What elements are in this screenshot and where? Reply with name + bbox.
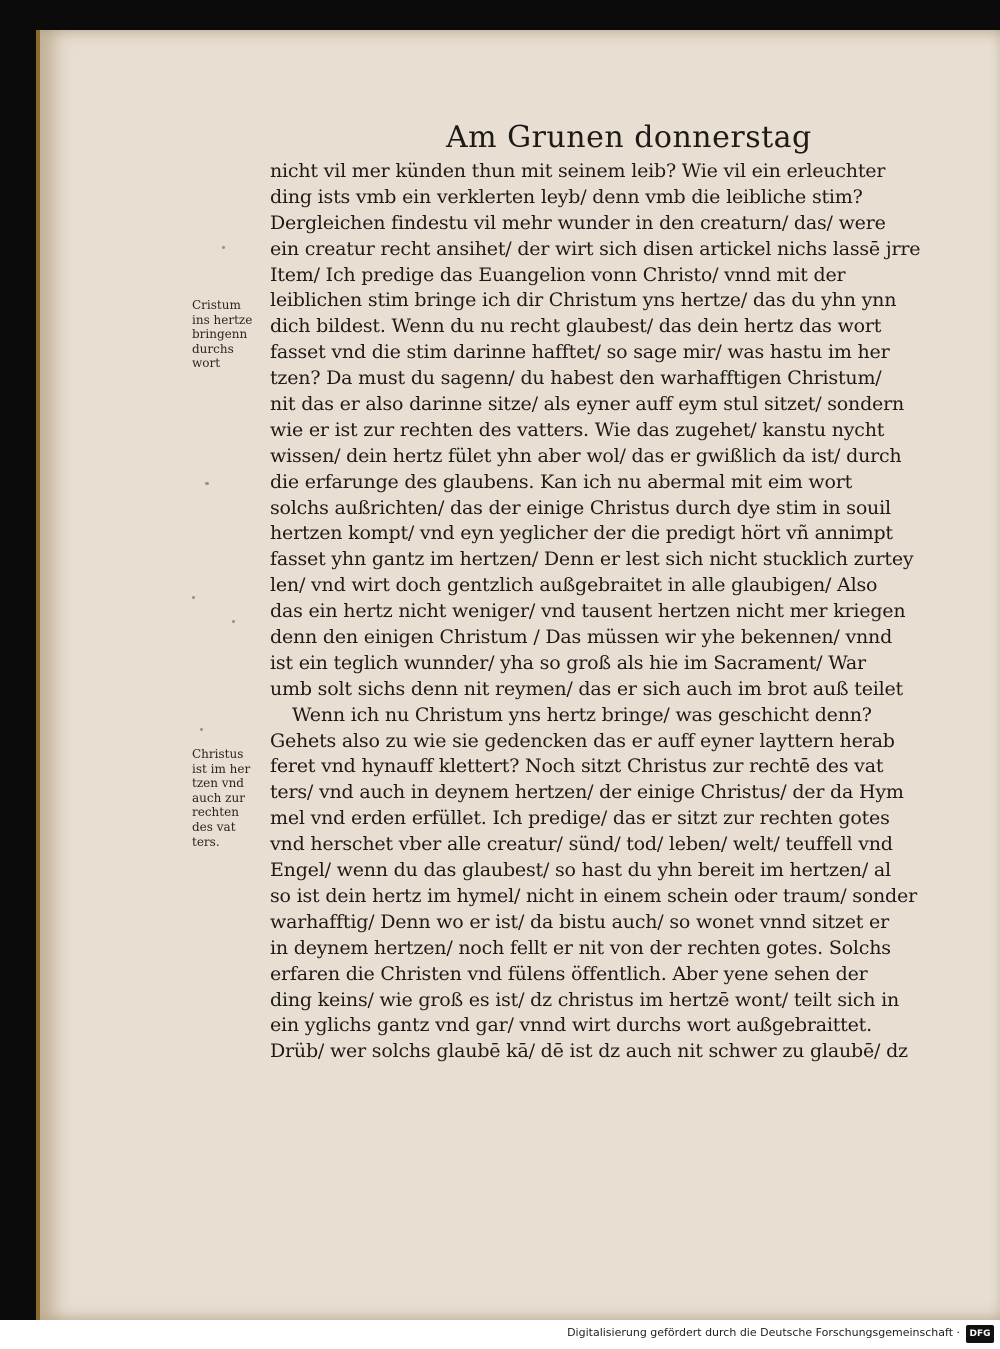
text-line: die erfarunge des glaubens. Kan ich nu abermal mit eim wort	[270, 470, 853, 493]
text-line: len/ vnd wirt doch gentzlich außgebraitet in alle glaubigen/ Also	[270, 574, 878, 597]
body-text	[270, 159, 938, 1065]
text-line: ding keins/ wie groß es ist/ dz christus im hertzē wont/ teilt sich in	[270, 988, 899, 1011]
text-line: fasset vnd die stim darinne hafftet/ so sage mir/ was hastu im her	[270, 341, 890, 364]
text-line: so ist dein hertz im hymel/ nicht in einem schein oder traum/ sonder	[270, 884, 917, 907]
text-line: tzen? Da must du sagenn/ du habest den warhafftigen Christum/	[270, 367, 882, 390]
marginal-note-line: bringenn	[192, 327, 248, 342]
text-line: nicht vil mer künden thun mit seinem leib? Wie vil ein erleuchter	[270, 160, 886, 182]
text-line: ein yglichs gantz vnd gar/ vnnd wirt durchs wort außgebraittet.	[270, 1014, 872, 1037]
marginal-note-line: ters.	[192, 834, 220, 849]
text-line: ters/ vnd auch in deynem hertzen/ der einige Christus/ der da Hym	[270, 781, 904, 804]
marginal-note-line: Christus	[192, 747, 244, 761]
text-line: Dergleichen findestu vil mehr wunder in den creaturn/ das/ were	[270, 211, 886, 234]
page-speck	[232, 620, 235, 623]
text-line: ein creatur recht ansihet/ der wirt sich disen artickel nichs lassē jrre	[270, 237, 921, 260]
marginal-note-line: wort	[192, 356, 221, 371]
text-line: nit das er also darinne sitze/ als eyner auff eym stul sitzet/ sondern	[270, 393, 904, 416]
text-line: in deynem hertzen/ noch fellt er nit von der rechten gotes. Solchs	[270, 936, 891, 959]
text-line: Wenn ich nu Christum yns hertz bringe/ was geschicht denn?	[292, 703, 872, 726]
text-line: vnd herschet vber alle creatur/ sünd/ tod/ leben/ welt/ teuffell vnd	[270, 833, 893, 856]
marginal-note-1	[192, 298, 268, 371]
dfg-logo-icon: DFG	[966, 1325, 994, 1343]
text-line: wie er ist zur rechten des vatters. Wie das zugehet/ kanstu nycht	[270, 418, 885, 441]
marginal-note-line: Cristum	[192, 298, 241, 312]
footer-bar	[0, 1320, 1000, 1349]
text-line: feret vnd hynauff klettert? Noch sitzt Christus zur rechtē des vat	[270, 755, 884, 778]
footer-credit: Digitalisierung gefördert durch die Deutsche Forschungsgemeinschaft ·	[567, 1326, 960, 1339]
text-line: denn den einigen Christum / Das müssen wir yhe bekennen/ vnnd	[270, 626, 893, 649]
page-speck	[200, 728, 203, 731]
text-line: Item/ Ich predige das Euangelion vonn Christo/ vnnd mit der	[270, 263, 846, 286]
marginal-note-line: ist im her	[192, 761, 251, 776]
text-line: leiblichen stim bringe ich dir Christum yns hertze/ das du yhn ynn	[270, 289, 897, 312]
text-line: erfaren die Christen vnd fülens öffentlich. Aber yene sehen der	[270, 962, 868, 985]
marginal-note-2	[192, 747, 268, 849]
text-line: Gehets also zu wie sie gedencken das er auff eyner layttern herab	[270, 729, 895, 752]
text-line: das ein hertz nicht weniger/ vnd tausent hertzen nicht mer kriegen	[270, 600, 906, 623]
marginal-note-line: des vat	[192, 819, 236, 834]
text-line: fasset yhn gantz im hertzen/ Denn er lest sich nicht stucklich zurtey	[270, 548, 914, 571]
text-line: umb solt sichs denn nit reymen/ das er sich auch im brot auß teilet	[270, 677, 903, 700]
running-head: Am Grunen donnerstag	[446, 120, 812, 155]
text-line: dich bildest. Wenn du nu recht glaubest/ das dein hertz das wort	[270, 315, 882, 338]
text-line: Engel/ wenn du das glaubest/ so hast du yhn bereit im hertzen/ al	[270, 859, 891, 882]
marginal-note-line: tzen vnd	[192, 776, 244, 791]
text-line: Drüb/ wer solchs glaubē kā/ dē ist dz auch nit schwer zu glaubē/ dz	[270, 1040, 908, 1063]
page-speck	[192, 596, 195, 599]
marginal-note-line: rechten	[192, 805, 239, 820]
text-line: warhafftig/ Denn wo er ist/ da bistu auch/ so wonet vnnd sitzet er	[270, 910, 889, 933]
text-line: solchs außrichten/ das der einige Christus durch dye stim in souil	[270, 496, 891, 519]
text-line: hertzen kompt/ vnd eyn yeglicher der die predigt hört vñ annimpt	[270, 522, 893, 545]
page-speck	[222, 246, 225, 249]
text-line: wissen/ dein hertz fület yhn aber wol/ das er gwißlich da ist/ durch	[270, 444, 902, 467]
text-line: ist ein teglich wunnder/ yha so groß als hie im Sacrament/ War	[270, 651, 866, 674]
marginal-note-line: ins hertze	[192, 312, 253, 327]
marginal-note-line: durchs	[192, 341, 234, 356]
marginal-note-line: auch zur	[192, 790, 245, 805]
text-line: mel vnd erden erfüllet. Ich predige/ das er sitzt zur rechten gotes	[270, 807, 890, 830]
text-line: ding ists vmb ein verklerten leyb/ denn vmb die leibliche stim?	[270, 185, 863, 208]
page-speck	[205, 482, 209, 485]
